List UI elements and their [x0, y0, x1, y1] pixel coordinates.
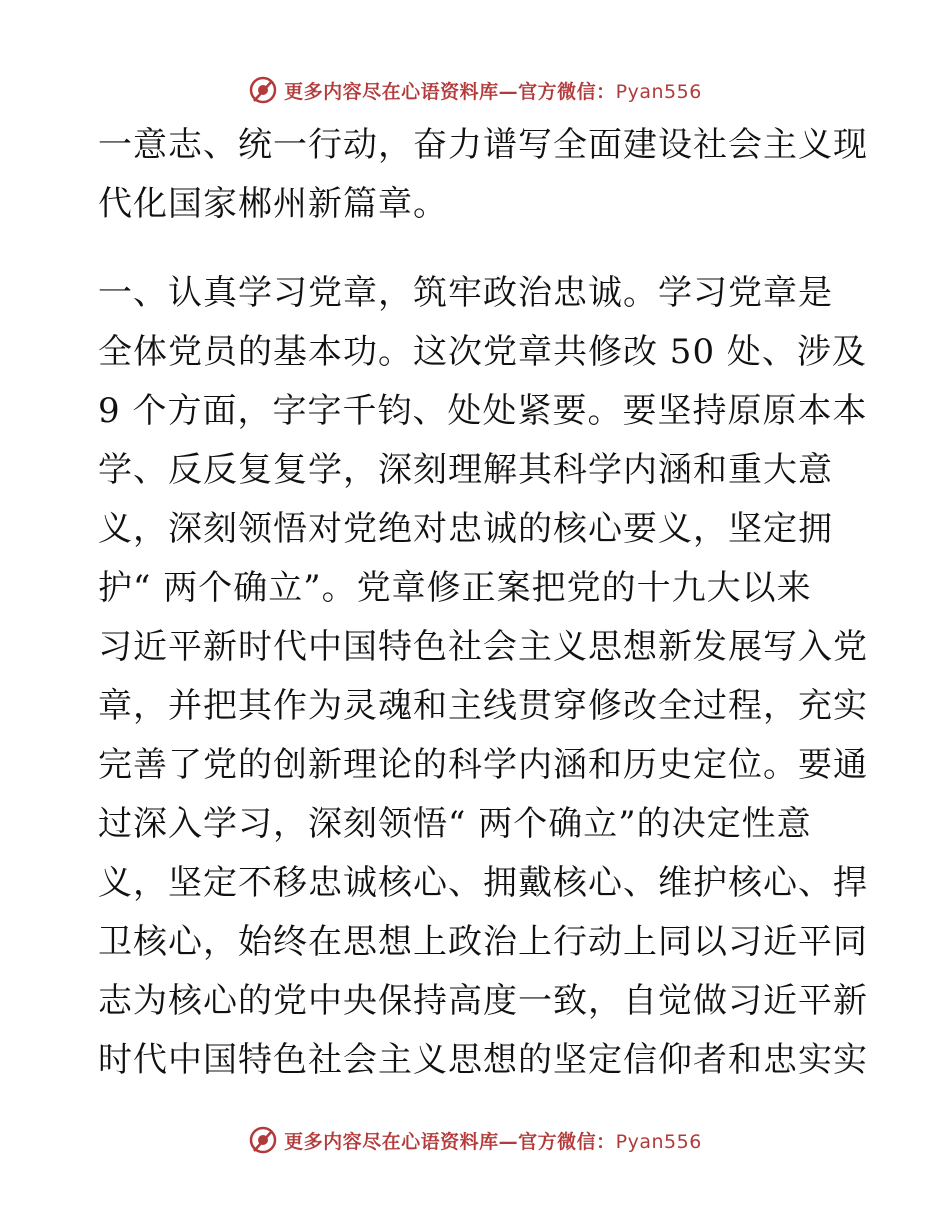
watermark-text: 更多内容尽在心语资料库—官方微信：Pyan556 [284, 1130, 702, 1153]
watermark-text: 更多内容尽在心语资料库—官方微信：Pyan556 [284, 80, 702, 103]
paragraph-2 [98, 264, 868, 1090]
text-line: 卫核心，始终在思想上政治上行动上同以习近平同 [98, 922, 868, 962]
wechat-id: Pyan556 [615, 80, 702, 103]
text-line: 时代中国特色社会主义思想的坚定信仰者和忠实实 [98, 1040, 868, 1080]
text-line: 一意志、统一行动，奋力谱写全面建设社会主义现 [98, 125, 868, 165]
text-line: 习近平新时代中国特色社会主义思想新发展写入党 [98, 627, 868, 667]
text-line: 完善了党的创新理论的科学内涵和历史定位。要通 [98, 745, 868, 785]
text-line: 学、反反复复学，深刻理解其科学内涵和重大意 [98, 450, 833, 490]
text-line: 章，并把其作为灵魂和主线贯穿修改全过程，充实 [98, 686, 868, 726]
footer-watermark [0, 1120, 950, 1160]
text-line: 护“ 两个确立”。党章修正案把党的十九大以来 [98, 568, 812, 608]
text-line: 一、认真学习党章，筑牢政治忠诚。学习党章是 [98, 273, 833, 313]
paragraph-1 [98, 116, 868, 234]
brand-logo-icon [248, 1125, 278, 1155]
text-line: 义，深刻领悟对党绝对忠诚的核心要义，坚定拥 [98, 509, 833, 549]
text-line: 志为核心的党中央保持高度一致，自觉做习近平新 [98, 981, 868, 1021]
text-line: 义，坚定不移忠诚核心、拥戴核心、维护核心、捍 [98, 863, 868, 903]
header-watermark [0, 70, 950, 110]
text-line: 代化国家郴州新篇章。 [98, 184, 448, 224]
document-body [98, 116, 868, 1090]
wechat-id: Pyan556 [615, 1130, 702, 1153]
brand-logo-icon [248, 75, 278, 105]
text-line: 全体党员的基本功。这次党章共修改 50 处、涉及 [98, 332, 867, 372]
text-line: 过深入学习，深刻领悟“ 两个确立”的决定性意 [98, 804, 812, 844]
text-line: 9 个方面，字字千钧、处处紧要。要坚持原原本本 [98, 391, 868, 431]
